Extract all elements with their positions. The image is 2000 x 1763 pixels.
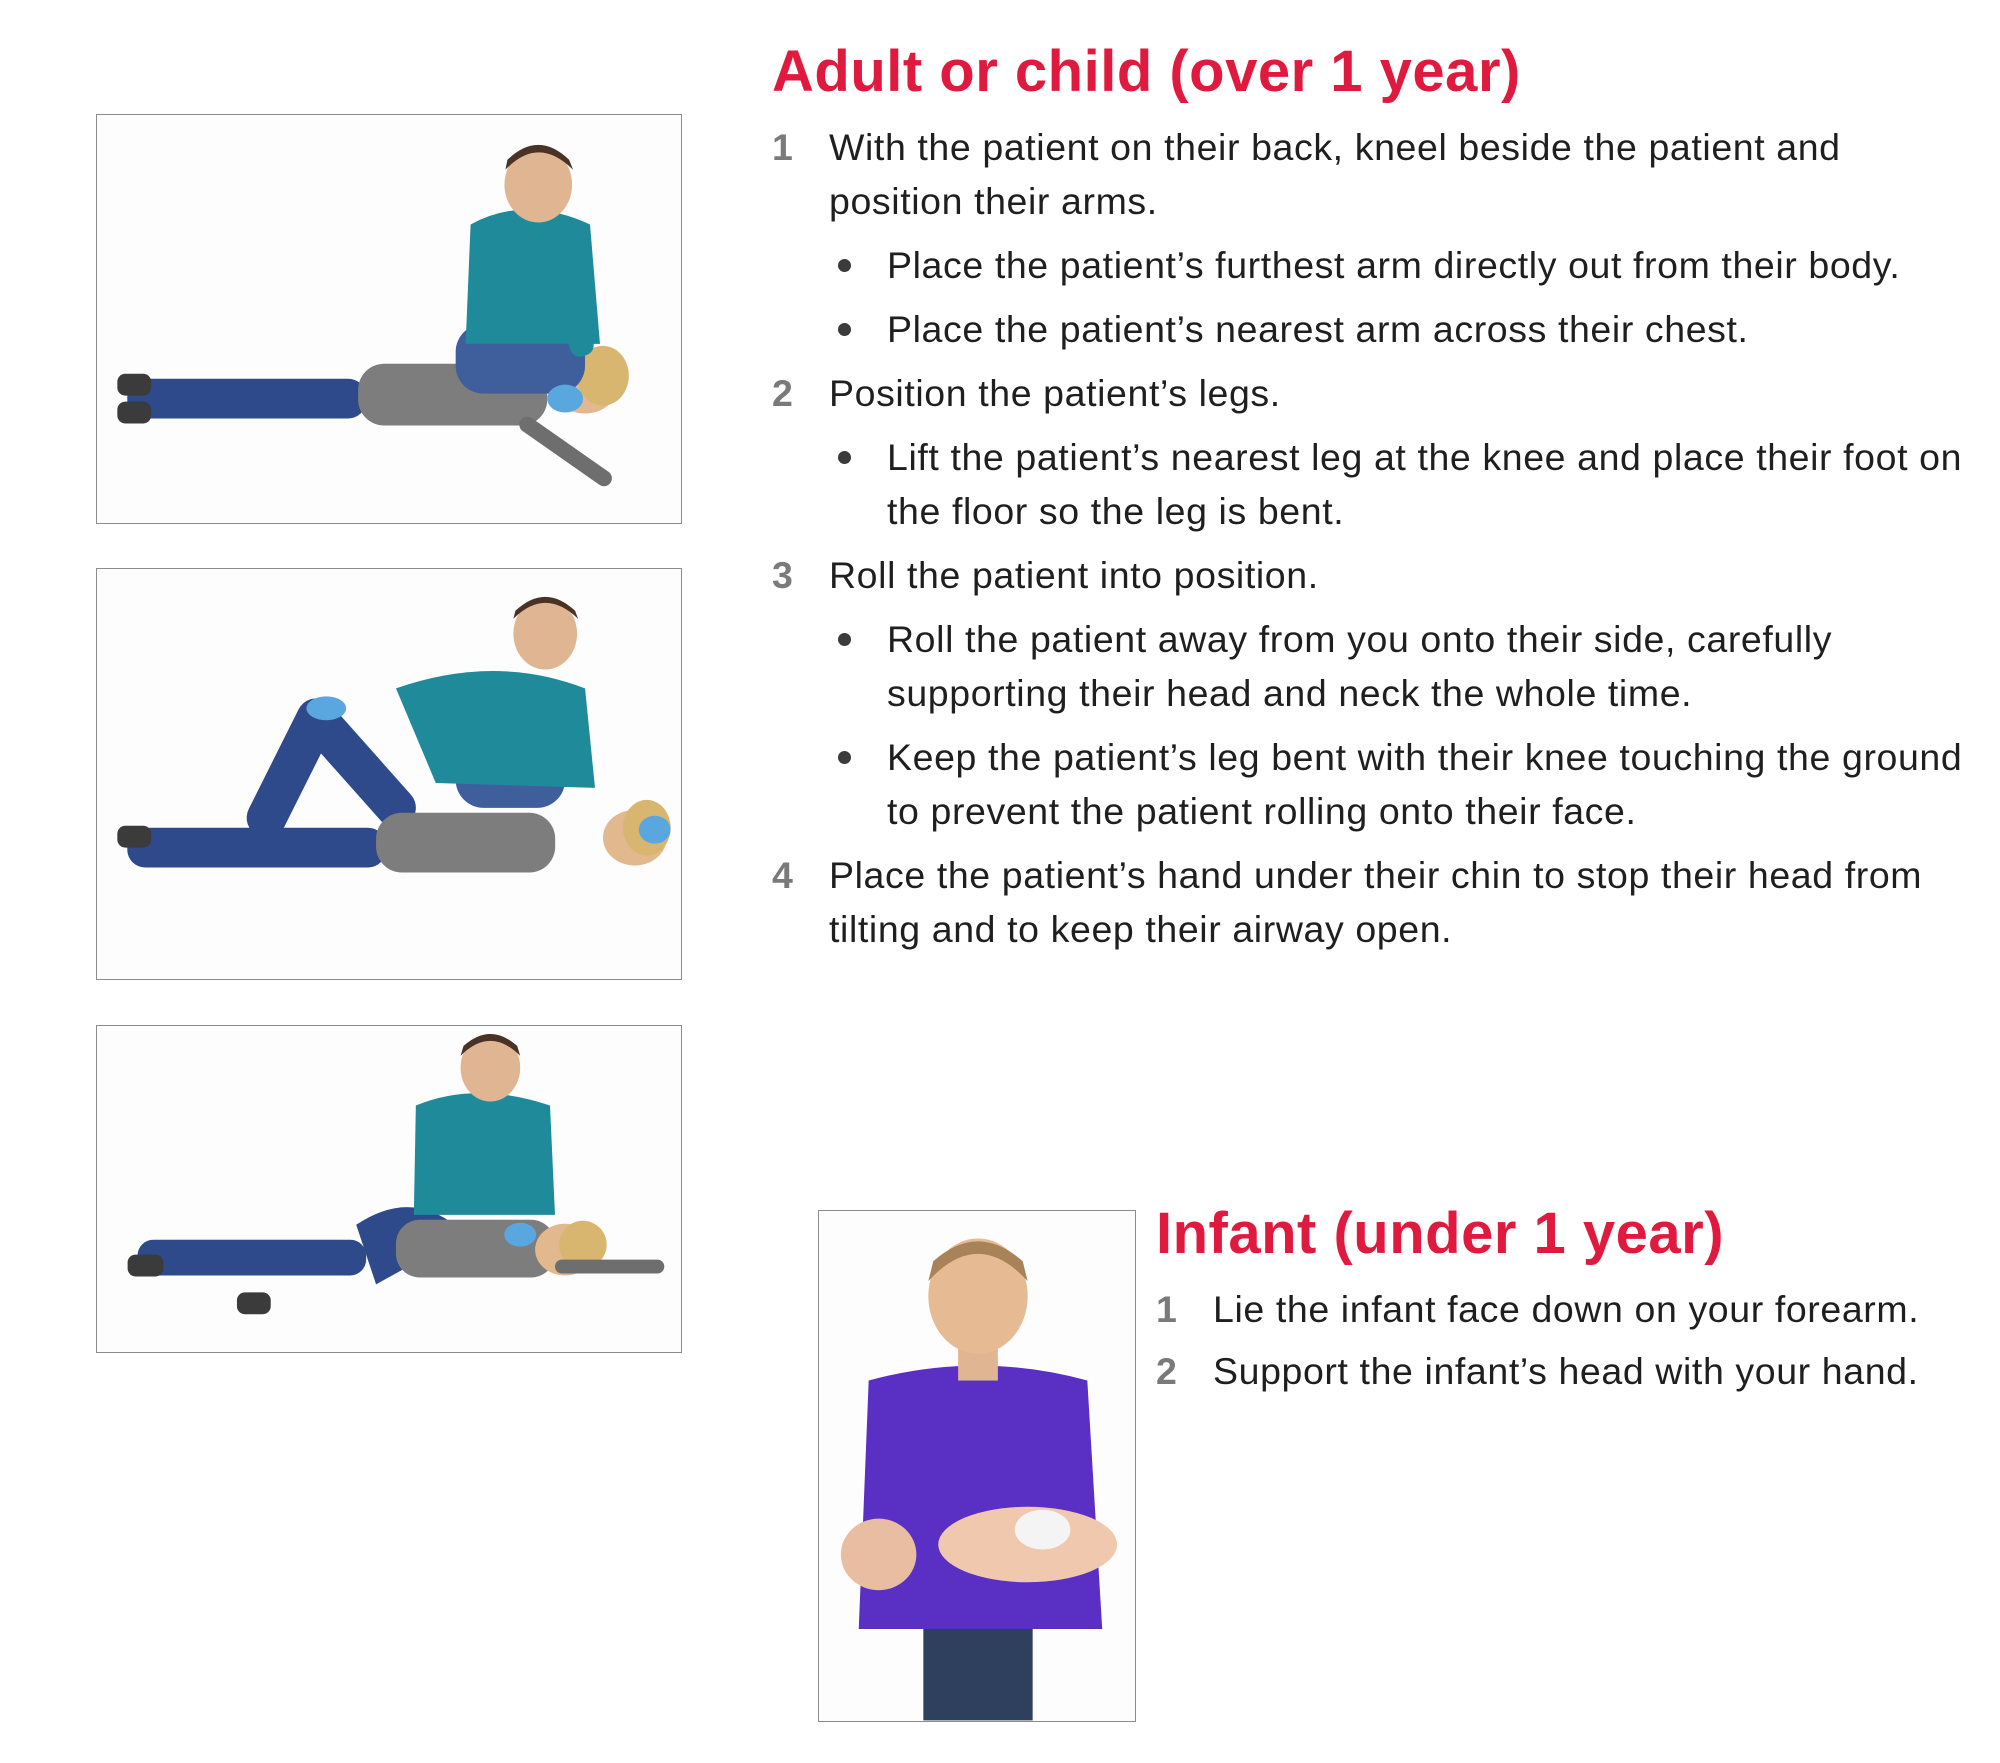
bullet-item (829, 730, 1972, 838)
step-text: Position the patient’s legs. (829, 372, 1281, 414)
photo-arms-positioning-icon (97, 115, 681, 523)
bullet-item (829, 612, 1972, 720)
photo-infant-held-icon (819, 1211, 1135, 1721)
step-item (772, 120, 1972, 356)
photo-infant-held (818, 1210, 1136, 1722)
bullet-item (829, 302, 1972, 356)
bullet-dot-icon (838, 633, 851, 646)
adult-steps-list (772, 120, 1972, 964)
bullet-dot-icon (838, 751, 851, 764)
step-number: 1 (1156, 1288, 1178, 1330)
step-text: Support the infant’s head with your hand. (1213, 1350, 1919, 1392)
bullet-text: Place the patient’s nearest arm across their chest. (887, 308, 1749, 350)
bullet-item (829, 430, 1972, 538)
step-item (1156, 1344, 1956, 1398)
photo-recovery-position-icon (97, 1026, 681, 1352)
bullet-text: Place the patient’s furthest arm directly out from their body. (887, 244, 1901, 286)
step-number: 2 (1156, 1350, 1178, 1392)
step-item (772, 366, 1972, 538)
step-number: 4 (772, 854, 794, 896)
step-item (772, 548, 1972, 838)
bullet-list (829, 612, 1972, 838)
bullet-dot-icon (838, 323, 851, 336)
bullet-text: Roll the patient away from you onto their side, carefully supporting their head and neck the whole time. (887, 618, 1833, 714)
bullet-dot-icon (838, 259, 851, 272)
adult-heading: Adult or child (over 1 year) (772, 39, 1521, 104)
step-text: With the patient on their back, kneel beside the patient and position their arms. (829, 126, 1841, 222)
bullet-item (829, 238, 1972, 292)
step-number: 2 (772, 372, 794, 414)
photo-leg-bent (96, 568, 682, 980)
step-item (1156, 1282, 1956, 1336)
infant-heading: Infant (under 1 year) (1156, 1201, 1725, 1266)
step-text: Lie the infant face down on your forearm. (1213, 1288, 1920, 1330)
bullet-text: Keep the patient’s leg bent with their knee touching the ground to prevent the patient rolling onto their face. (887, 736, 1963, 832)
step-text: Place the patient’s hand under their chin to stop their head from tilting and to keep their airway open. (829, 854, 1923, 950)
bullet-list (829, 238, 1972, 356)
photo-leg-bent-icon (97, 569, 681, 979)
step-text: Roll the patient into position. (829, 554, 1319, 596)
photo-arms-positioning (96, 114, 682, 524)
step-number: 1 (772, 126, 794, 168)
infant-steps-list (1156, 1282, 1956, 1406)
bullet-list (829, 430, 1972, 538)
step-number: 3 (772, 554, 794, 596)
step-item (772, 848, 1972, 956)
bullet-text: Lift the patient’s nearest leg at the knee and place their foot on the floor so the leg is bent. (887, 436, 1963, 532)
bullet-dot-icon (838, 451, 851, 464)
photo-recovery-position (96, 1025, 682, 1353)
